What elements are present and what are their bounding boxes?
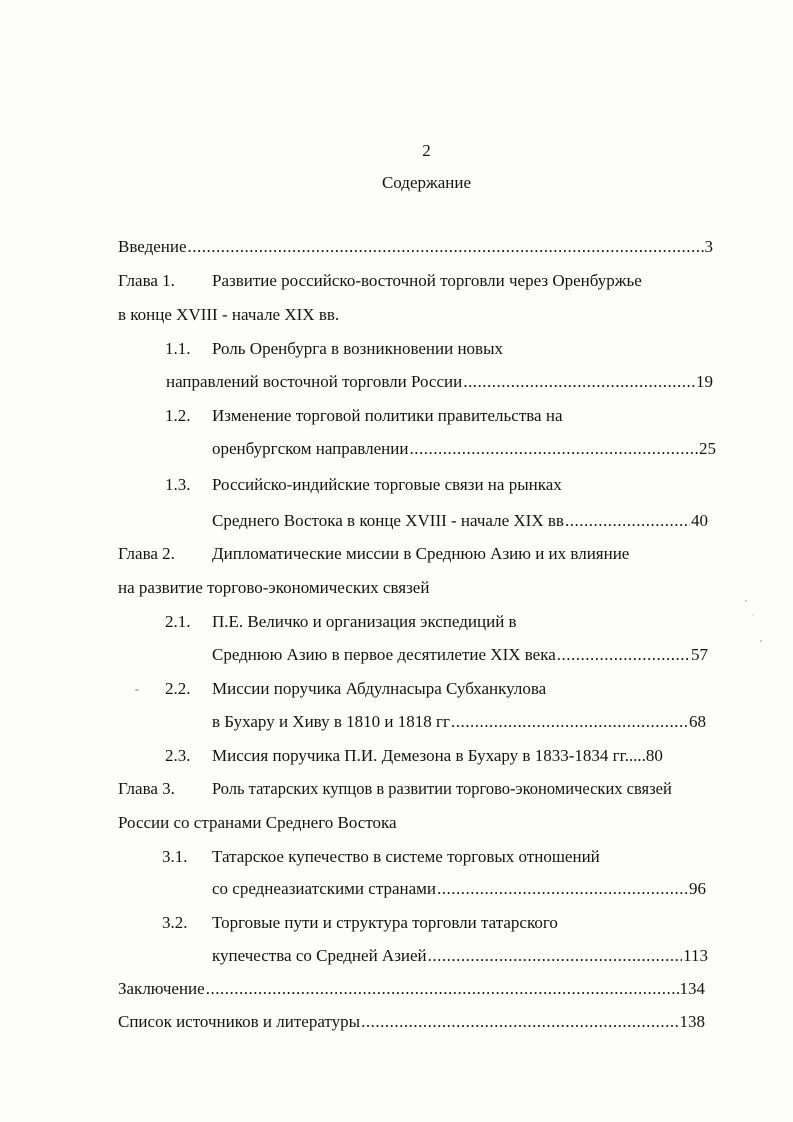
toc-entry-text: Введение xyxy=(118,237,187,256)
scan-speck xyxy=(752,615,753,616)
toc-page-ref: 134 xyxy=(679,979,705,998)
section-3-2-title: Торговые пути и структура торговли татарского xyxy=(212,913,558,932)
dot-leader xyxy=(206,978,679,1000)
scan-speck xyxy=(135,689,139,691)
dot-leader xyxy=(565,510,690,532)
section-number: 2.1. xyxy=(165,612,191,631)
toc-entry-text: со среднеазиатскими странами xyxy=(212,879,436,898)
toc-entry-1-2 xyxy=(212,438,716,460)
toc-page-ref: 19 xyxy=(696,372,713,391)
dot-leader xyxy=(188,236,704,258)
toc-entry-text: оренбургском направлении xyxy=(212,439,409,458)
chapter-2-title: Дипломатические миссии в Среднюю Азию и их влияние xyxy=(212,544,630,563)
toc-entry-text: Список источников и литературы xyxy=(118,1012,361,1031)
toc-page-ref: 68 xyxy=(689,712,706,731)
chapter-1-label: Глава 1. xyxy=(118,271,175,290)
toc-entry-text: Среднюю Азию в первое десятилетие XIX века xyxy=(212,645,556,664)
chapter-2-title-cont: на развитие торгово-экономических связей xyxy=(118,578,430,597)
toc-page-ref: 40 xyxy=(691,511,708,530)
toc-entry-text: направлений восточной торговли России xyxy=(166,372,463,391)
toc-entry-3-2 xyxy=(212,945,708,967)
chapter-3-title: Роль татарских купцов в развитии торгово-экономических связей xyxy=(212,779,672,798)
dot-leader xyxy=(428,945,682,967)
dot-leader xyxy=(557,644,690,666)
section-1-2-title: Изменение торговой политики правительства на xyxy=(212,406,563,425)
chapter-3-label: Глава 3. xyxy=(118,779,175,798)
page-number: 2 xyxy=(422,141,431,160)
toc-page-ref: 138 xyxy=(679,1012,705,1031)
dot-leader xyxy=(361,1011,678,1033)
scan-speck xyxy=(760,640,762,642)
toc-title: Содержание xyxy=(381,173,472,192)
chapter-1-title: Развитие российско-восточной торговли через Оренбуржье xyxy=(212,271,642,290)
section-2-3-title: Миссия поручика П.И. Демезона в Бухару в 1833-1834 гг.....80 xyxy=(212,746,663,765)
section-number: 1.3. xyxy=(165,475,191,494)
section-number: 2.3. xyxy=(165,746,191,765)
section-3-1-title: Татарское купечество в системе торговых отношений xyxy=(212,847,600,866)
section-2-2-title: Миссии поручика Абдулнасыра Субханкулова xyxy=(212,679,547,698)
chapter-3-title-cont: России со странами Среднего Востока xyxy=(118,813,397,832)
section-1-1-title: Роль Оренбурга в возникновении новых xyxy=(212,339,504,358)
chapter-1-title-cont: в конце XVIII - начале XIX вв. xyxy=(118,305,340,324)
dot-leader xyxy=(437,878,688,900)
toc-entry-3-1 xyxy=(212,878,706,900)
dot-leader xyxy=(451,711,688,733)
toc-entry-1-3 xyxy=(212,510,708,532)
section-number: 3.1. xyxy=(162,847,188,866)
toc-entry-text: Заключение xyxy=(118,979,205,998)
toc-page-ref: 25 xyxy=(699,439,716,458)
scan-speck xyxy=(745,600,747,602)
toc-entry-conclusion xyxy=(118,978,705,1000)
toc-entry-2-2 xyxy=(212,711,706,733)
toc-entry-text: в Бухару и Хиву в 1810 и 1818 гг xyxy=(212,712,450,731)
toc-page-ref: 3 xyxy=(704,237,713,256)
toc-entry-sources xyxy=(118,1011,705,1033)
section-number: 3.2. xyxy=(162,913,188,932)
toc-page-ref: 113 xyxy=(683,946,708,965)
section-number: 1.1. xyxy=(165,339,191,358)
chapter-2-label: Глава 2. xyxy=(118,544,175,563)
toc-page-ref: 96 xyxy=(689,879,706,898)
toc-page-ref: 57 xyxy=(691,645,708,664)
section-1-3-title: Российско-индийские торговые связи на рынках xyxy=(212,475,562,494)
dot-leader xyxy=(463,371,695,393)
section-number: 2.2. xyxy=(165,679,191,698)
section-2-1-title: П.Е. Величко и организация экспедиций в xyxy=(212,612,517,631)
section-number: 1.2. xyxy=(165,406,191,425)
toc-entry-1-1 xyxy=(166,371,713,393)
toc-entry-text: Среднего Востока в конце XVIII - начале XIX вв xyxy=(212,511,564,530)
dot-leader xyxy=(409,438,698,460)
toc-entry-2-1 xyxy=(212,644,708,666)
toc-entry-text: купечества со Средней Азией xyxy=(212,946,427,965)
toc-entry-intro xyxy=(118,236,713,258)
